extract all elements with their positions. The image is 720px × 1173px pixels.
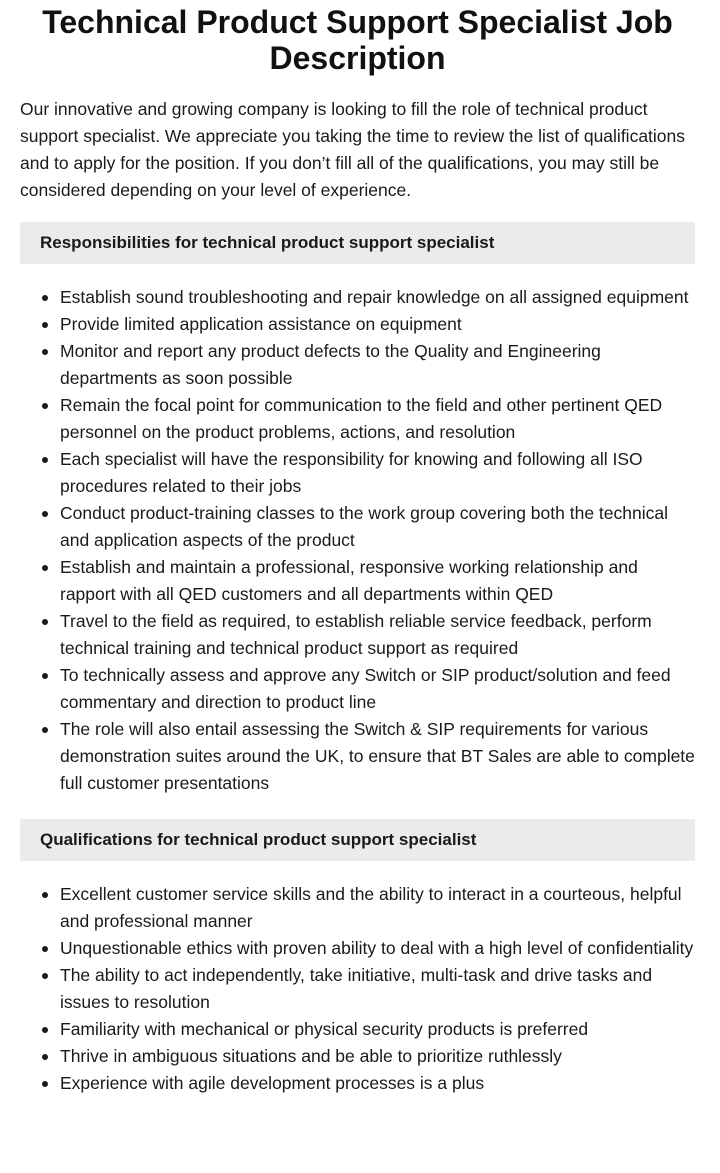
list-item: Remain the focal point for communication to the field and other pertinent QED personnel on the product problems, actions, and resolution bbox=[60, 392, 695, 446]
list-item: Experience with agile development processes is a plus bbox=[60, 1070, 695, 1097]
list-item: Excellent customer service skills and the ability to interact in a courteous, helpful and professional manner bbox=[60, 881, 695, 935]
responsibilities-list bbox=[20, 284, 695, 797]
list-item: Unquestionable ethics with proven ability to deal with a high level of confidentiality bbox=[60, 935, 695, 962]
list-item: Monitor and report any product defects to the Quality and Engineering departments as soon possible bbox=[60, 338, 695, 392]
qualifications-heading: Qualifications for technical product support specialist bbox=[20, 819, 695, 861]
list-item: Establish sound troubleshooting and repair knowledge on all assigned equipment bbox=[60, 284, 695, 311]
list-item: Thrive in ambiguous situations and be able to prioritize ruthlessly bbox=[60, 1043, 695, 1070]
list-item: Establish and maintain a professional, responsive working relationship and rapport with all QED customers and all departments within QED bbox=[60, 554, 695, 608]
list-item: The ability to act independently, take initiative, multi-task and drive tasks and issues to resolution bbox=[60, 962, 695, 1016]
responsibilities-heading: Responsibilities for technical product support specialist bbox=[20, 222, 695, 264]
page-title: Technical Product Support Specialist Job Description bbox=[42, 4, 673, 76]
list-item: Each specialist will have the responsibility for knowing and following all ISO procedures related to their jobs bbox=[60, 446, 695, 500]
list-item: Travel to the field as required, to establish reliable service feedback, perform technical training and technical product support as required bbox=[60, 608, 695, 662]
list-item: Conduct product-training classes to the work group covering both the technical and application aspects of the product bbox=[60, 500, 695, 554]
qualifications-list bbox=[20, 881, 695, 1097]
list-item: To technically assess and approve any Switch or SIP product/solution and feed commentary and direction to product line bbox=[60, 662, 695, 716]
list-item: Provide limited application assistance on equipment bbox=[60, 311, 695, 338]
list-item: The role will also entail assessing the Switch & SIP requirements for various demonstration suites around the UK, to ensure that BT Sales are able to complete full customer presentations bbox=[60, 716, 695, 797]
intro-paragraph: Our innovative and growing company is looking to fill the role of technical product support specialist. We appreciate you taking the time to review the list of qualifications and to apply for the position. If you don’t fill all of the qualifications, you may still be considered depending on your level of experience. bbox=[20, 99, 686, 200]
list-item: Familiarity with mechanical or physical security products is preferred bbox=[60, 1016, 695, 1043]
